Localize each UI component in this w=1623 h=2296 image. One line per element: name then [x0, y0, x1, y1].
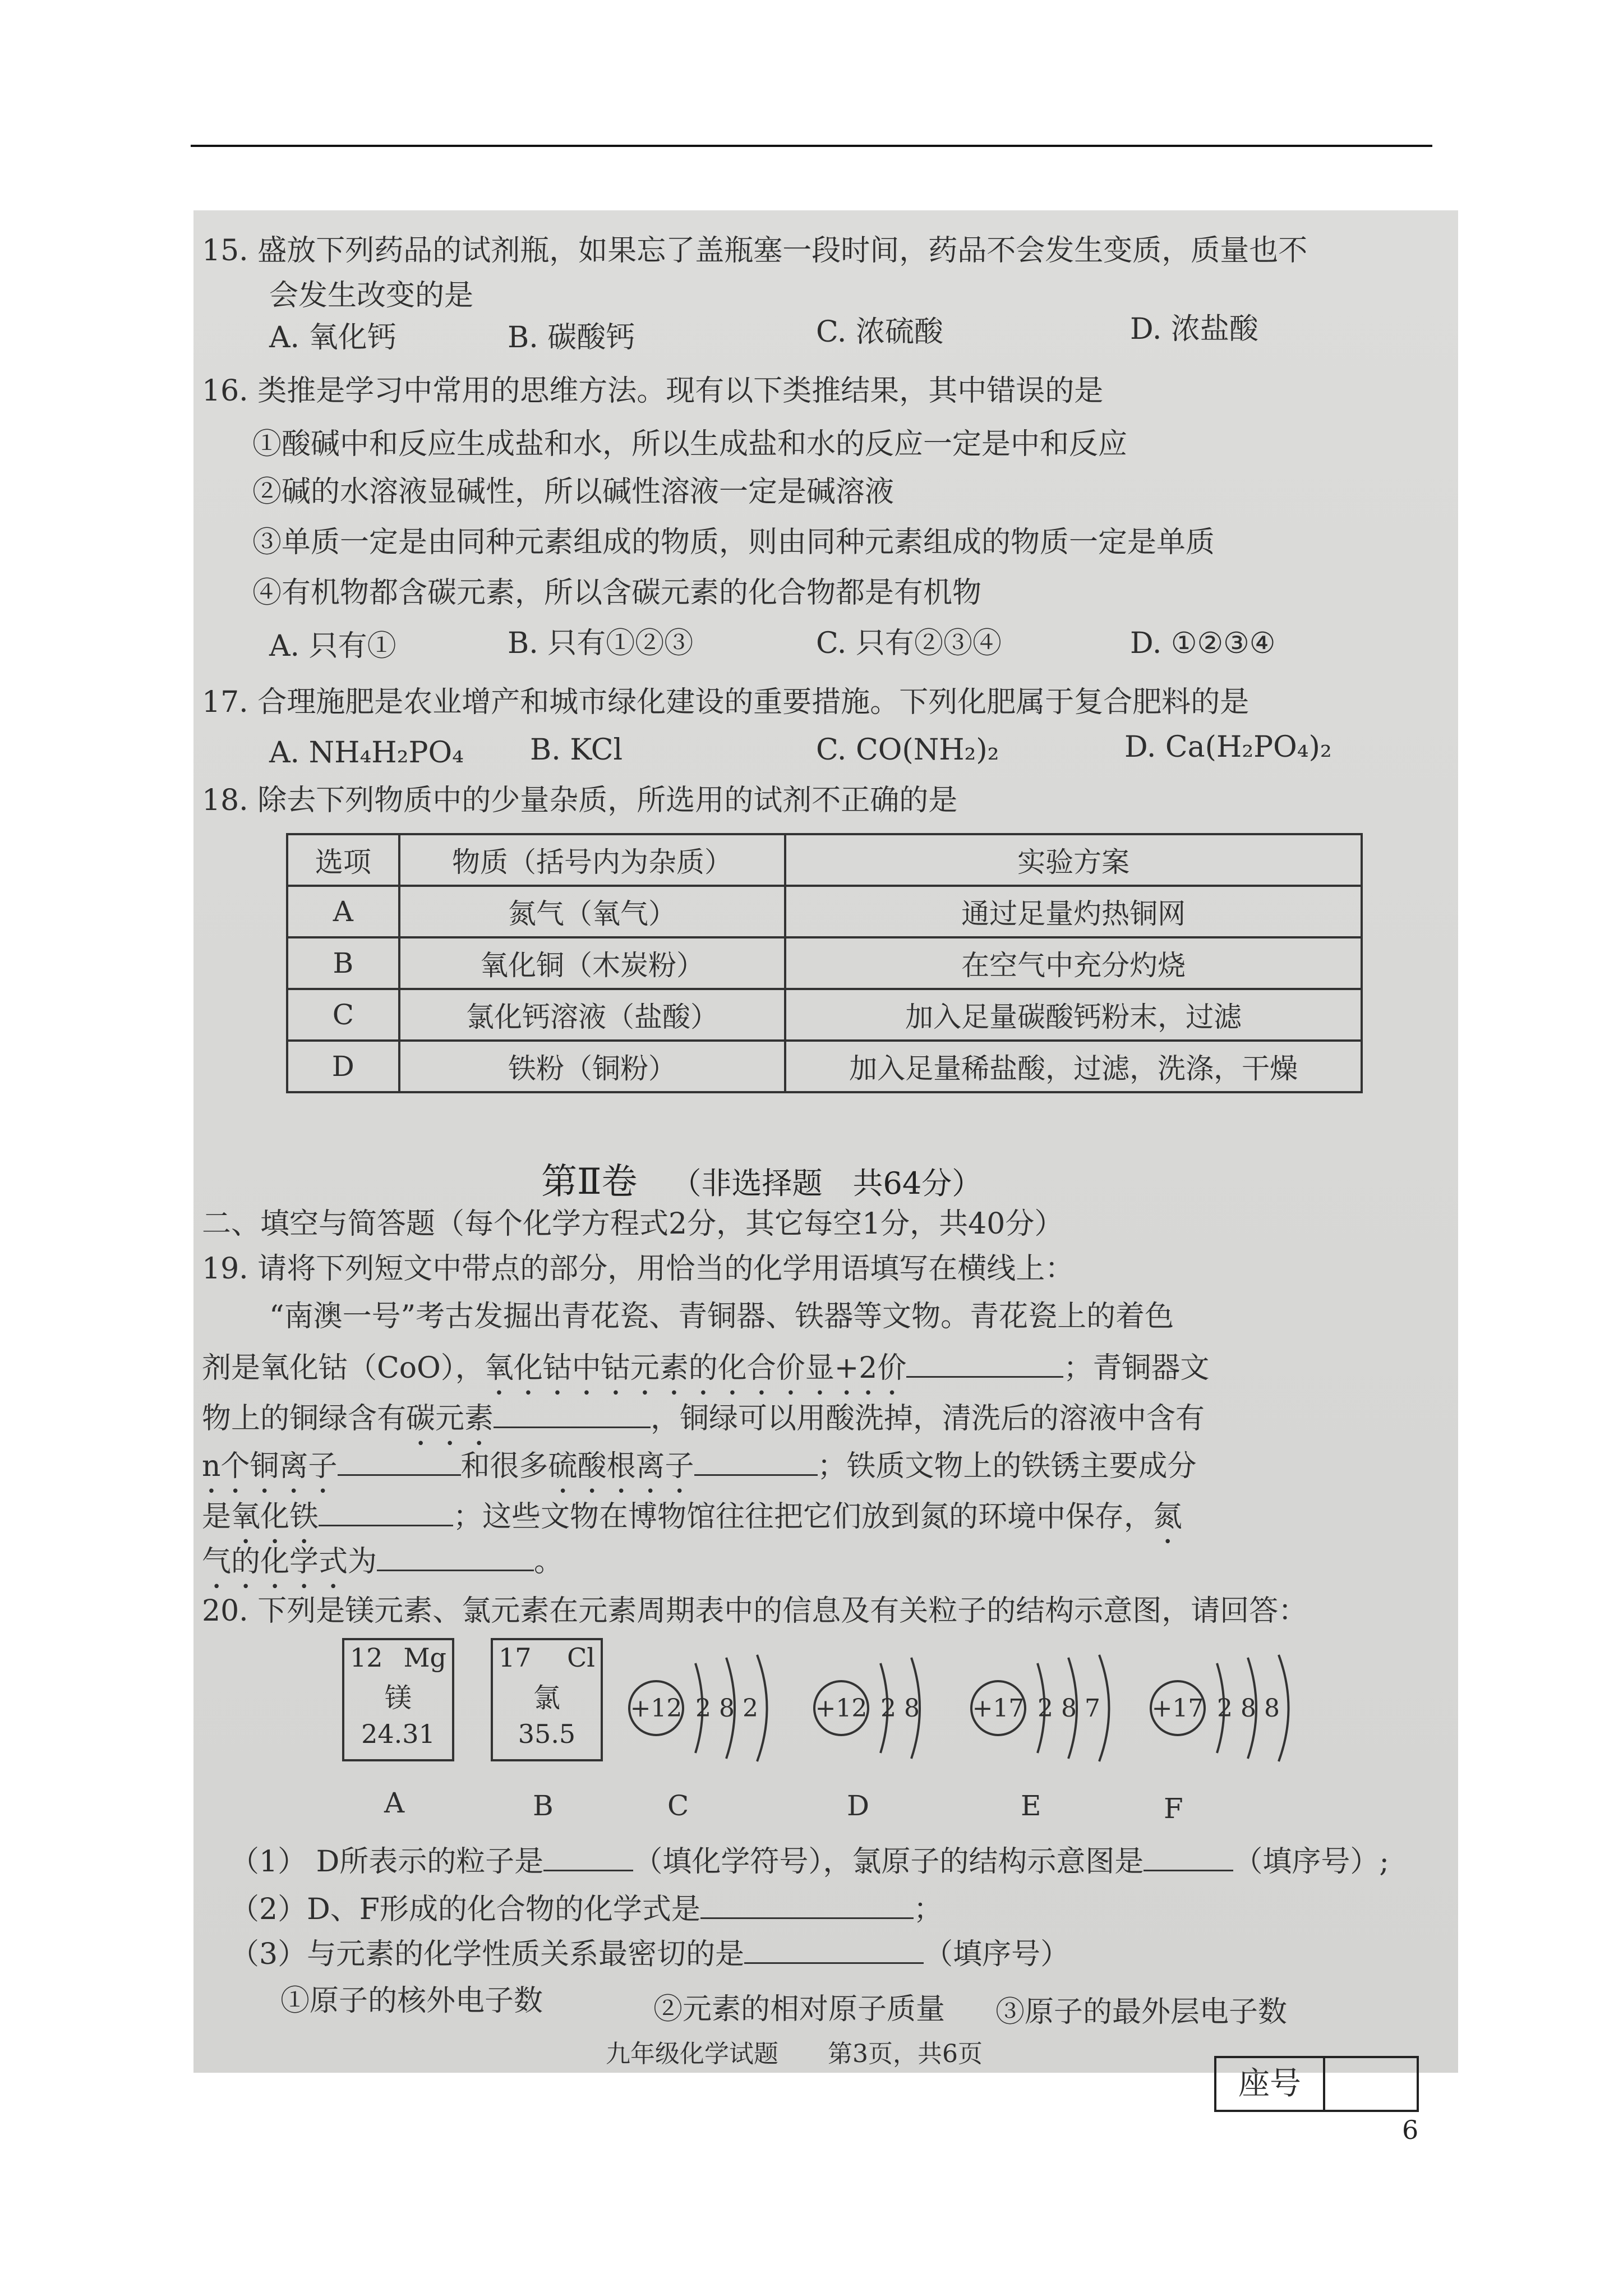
- table-cell: B: [287, 937, 399, 989]
- answer-blank[interactable]: [338, 1447, 461, 1476]
- table-cell: C: [287, 989, 399, 1041]
- page-number: 6: [1402, 2115, 1419, 2145]
- q15-line2: 会发生改变的是: [269, 279, 474, 312]
- table-header-row: [287, 834, 1362, 886]
- atom-structure-e: [967, 1652, 1147, 1764]
- q16-item-1: ①酸碱中和反应生成盐和水，所以生成盐和水的反应一定是中和反应: [252, 427, 1128, 461]
- table-row: [287, 1041, 1362, 1092]
- element-name: 氯: [533, 1682, 560, 1714]
- q20-text: （填化学符号），氯原子的结构示意图是: [633, 1845, 1144, 1879]
- atom-structure-f: [1147, 1652, 1326, 1764]
- q16-option-d: D. ①②③④: [1130, 627, 1276, 660]
- element-card-mg: [342, 1638, 454, 1761]
- q19-text: ；铁质文物上的铁锈主要成分: [817, 1450, 1197, 1483]
- q20-option-1: ①原子的核外电子数: [280, 1984, 543, 2018]
- q20-text: （填序号）: [924, 1938, 1070, 1971]
- element-card-cl: [491, 1638, 603, 1761]
- table-cell: 氯化钙溶液（盐酸）: [399, 989, 786, 1041]
- q17-option-c: C. CO(NH₂)₂: [816, 733, 999, 767]
- part2-subtitle: （非选择题 共64分）: [671, 1166, 983, 1201]
- q16-option-a: A. 只有①: [269, 629, 396, 663]
- q19-text: ；青铜器文: [1063, 1351, 1210, 1385]
- q20-stem: 20. 下列是镁元素、氯元素在元素周期表中的信息及有关粒子的结构示意图，请回答：: [202, 1594, 1308, 1628]
- diagram-label-a: A: [384, 1787, 405, 1819]
- q15-option-d: D. 浓盐酸: [1130, 312, 1258, 346]
- q16-item-3: ③单质一定是由同种元素组成的物质，则由同种元素组成的物质一定是单质: [252, 526, 1215, 559]
- atomic-mass: 24.31: [361, 1719, 435, 1749]
- q17-stem: 17. 合理施肥是农业增产和城市绿化建设的重要措施。下列化肥属于复合肥料的是: [202, 685, 1249, 719]
- q19-line4: [202, 1447, 1197, 1500]
- q19-dotted-text: n个铜离子: [202, 1450, 338, 1483]
- q18-table: [286, 833, 1363, 1093]
- element-symbol: Mg: [403, 1642, 446, 1673]
- q16-option-c: C. 只有②③④: [816, 627, 1002, 660]
- q15-option-a: A. 氧化钙: [269, 321, 396, 355]
- diagram-label-e: E: [1021, 1789, 1041, 1822]
- q19-text: 。: [534, 1545, 564, 1579]
- q20-sub2: [230, 1890, 943, 1927]
- answer-blank[interactable]: [906, 1349, 1063, 1378]
- q19-stem: 19. 请将下列短文中带点的部分，用恰当的化学用语填写在横线上：: [202, 1252, 1075, 1286]
- table-row: [287, 886, 1362, 937]
- q19-dotted-text: 硫酸根离子: [548, 1450, 694, 1483]
- diagram-label-b: B: [533, 1789, 554, 1822]
- part2-title: [541, 1153, 982, 1204]
- answer-blank[interactable]: [744, 1935, 924, 1964]
- table-header-option: 选项: [287, 834, 399, 886]
- q20-sub1: [230, 1843, 1389, 1880]
- table-header-substance: 物质（括号内为杂质）: [399, 834, 786, 886]
- atom-structure-c: [625, 1652, 805, 1764]
- table-cell: 氧化铜（木炭粉）: [399, 937, 786, 989]
- atomic-number: 12: [350, 1642, 383, 1673]
- q17-option-a: A. NH₄H₂PO₄: [269, 736, 464, 770]
- q19-text: 是: [202, 1500, 232, 1534]
- table-cell: 通过足量灼热铜网: [785, 886, 1362, 937]
- seat-label: 座号: [1216, 2058, 1325, 2110]
- part2-title-text: 第Ⅱ卷: [541, 1161, 638, 1203]
- answer-blank[interactable]: [543, 1843, 633, 1871]
- electron-shells: 2 8: [880, 1694, 920, 1723]
- exam-footer: 九年级化学试题 第3页，共6页: [606, 2040, 983, 2068]
- q17-option-b: B. KCl: [530, 733, 623, 767]
- answer-blank[interactable]: [377, 1543, 534, 1571]
- q20-text: （3）与元素的化学性质关系最密切的是: [230, 1938, 745, 1971]
- nucleus-charge: +17: [1151, 1694, 1204, 1723]
- q16-option-b: B. 只有①②③: [508, 627, 694, 660]
- q20-text: （1） D所表示的粒子是: [230, 1845, 544, 1879]
- q17-option-d: D. Ca(H₂PO₄)₂: [1124, 730, 1332, 764]
- element-name: 镁: [384, 1682, 412, 1714]
- table-cell: 加入足量碳酸钙粉末，过滤: [785, 989, 1362, 1041]
- q19-line6: [202, 1543, 563, 1595]
- table-cell: 加入足量稀盐酸，过滤，洗涤，干燥: [785, 1041, 1362, 1092]
- answer-blank[interactable]: [694, 1447, 818, 1476]
- electron-shells: 2 8 7: [1038, 1694, 1100, 1723]
- table-cell: 在空气中充分灼烧: [785, 937, 1362, 989]
- top-rule: [191, 145, 1432, 147]
- q19-line2: [202, 1349, 1209, 1402]
- table-cell: 铁粉（铜粉）: [399, 1041, 786, 1092]
- q15-option-b: B. 碳酸钙: [508, 321, 635, 355]
- q19-text: ；这些文物在博物馆往往把它们放到氮的环境中保存，: [453, 1500, 1154, 1534]
- element-symbol: Cl: [567, 1642, 595, 1673]
- answer-blank[interactable]: [1144, 1843, 1233, 1871]
- nucleus-charge: +17: [972, 1694, 1025, 1723]
- atomic-mass: 35.5: [518, 1719, 576, 1749]
- q20-text: ；: [913, 1893, 943, 1926]
- q19-dotted-text: 气的化学式: [202, 1545, 348, 1579]
- q16-item-4: ④有机物都含碳元素，所以含碳元素的化合物都是有机物: [252, 576, 982, 610]
- q19-text: 和很多: [460, 1450, 548, 1483]
- table-row: [287, 989, 1362, 1041]
- answer-blank[interactable]: [700, 1890, 914, 1919]
- q15-option-c: C. 浓硫酸: [816, 315, 943, 349]
- diagram-label-f: F: [1164, 1792, 1183, 1825]
- q19-line1: “南澳一号”考古发掘出青花瓷、青铜器、铁器等文物。青花瓷上的着色: [269, 1300, 1174, 1333]
- q20-text: （填序号）;: [1233, 1845, 1389, 1879]
- q19-dotted-text: 氧化铁: [231, 1500, 319, 1534]
- answer-blank[interactable]: [494, 1400, 651, 1428]
- q20-option-2: ②元素的相对原子质量: [653, 1993, 946, 2026]
- atom-structure-d: [810, 1652, 979, 1764]
- q15-line1: 15. 盛放下列药品的试剂瓶，如果忘了盖瓶塞一段时间，药品不会发生变质，质量也不: [202, 234, 1308, 268]
- section-heading: 二、填空与简答题（每个化学方程式2分，其它每空1分，共40分）: [202, 1207, 1064, 1241]
- answer-blank[interactable]: [319, 1498, 453, 1526]
- q19-text: 物上的铜绿含有: [202, 1402, 407, 1435]
- electron-shells: 2 8 2: [695, 1694, 758, 1723]
- q19-dotted-text: 碳元素: [406, 1402, 494, 1435]
- seat-number-box: [1214, 2056, 1419, 2112]
- exam-photo: [193, 210, 1458, 2102]
- atomic-number: 17: [499, 1642, 532, 1673]
- table-cell: D: [287, 1041, 399, 1092]
- table-cell: A: [287, 886, 399, 937]
- table-row: [287, 937, 1362, 989]
- q19-dotted-text: 氧化钴中钴元素的化合价显+2价: [484, 1351, 907, 1385]
- q19-dotted-text: 氮: [1153, 1500, 1183, 1534]
- q16-item-2: ②碱的水溶液显碱性，所以碱性溶液一定是碱溶液: [252, 475, 895, 509]
- table-header-method: 实验方案: [785, 834, 1362, 886]
- nucleus-charge: +12: [630, 1694, 683, 1723]
- q20-sub3: [230, 1935, 1069, 1972]
- electron-shells: 2 8 8: [1217, 1694, 1280, 1723]
- q19-line3: [202, 1400, 1205, 1452]
- q19-text: 剂是氧化钴（CoO），: [202, 1351, 485, 1385]
- diagram-label-c: C: [667, 1789, 689, 1822]
- q18-stem: 18. 除去下列物质中的少量杂质，所选用的试剂不正确的是: [202, 784, 958, 817]
- q20-text: （2）D、F形成的化合物的化学式是: [230, 1893, 700, 1926]
- q16-stem: 16. 类推是学习中常用的思维方法。现有以下类推结果，其中错误的是: [202, 374, 1104, 408]
- q20-option-3: ③原子的最外层电子数: [995, 1995, 1288, 2029]
- q19-text: ，铜绿可以用酸洗掉，清洗后的溶液中含有: [651, 1402, 1205, 1435]
- nucleus-charge: +12: [815, 1694, 868, 1723]
- diagram-label-d: D: [847, 1789, 870, 1822]
- table-cell: 氮气（氧气）: [399, 886, 786, 937]
- q19-text: 为: [348, 1545, 377, 1579]
